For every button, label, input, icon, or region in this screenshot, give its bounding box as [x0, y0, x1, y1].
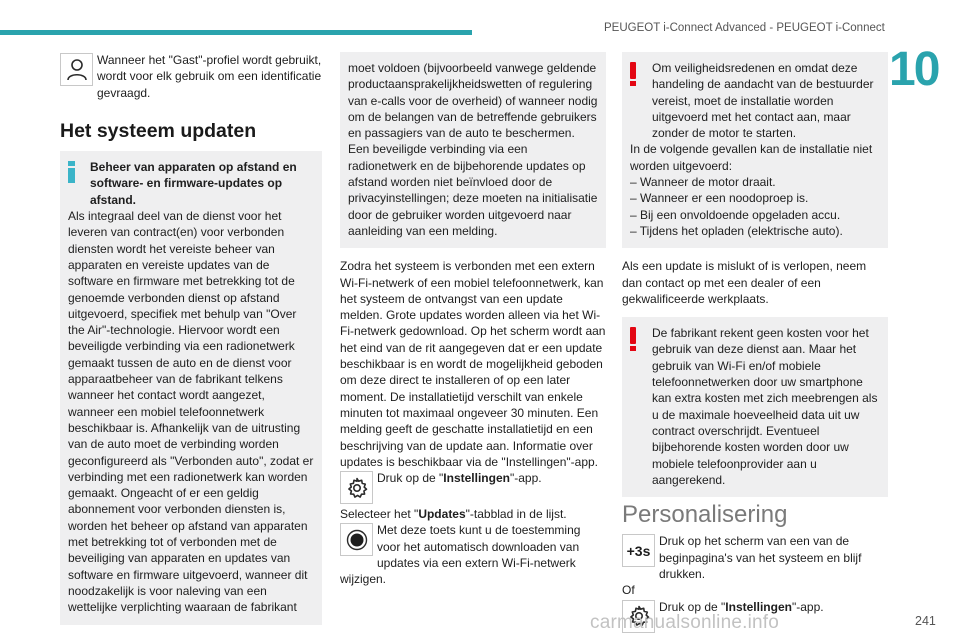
chapter-number: 10 — [889, 43, 939, 96]
page-number: 241 — [915, 614, 936, 628]
running-header: PEUGEOT i-Connect Advanced - PEUGEOT i-Connect — [604, 22, 885, 34]
warning-box-costs-lead — [630, 325, 880, 488]
info-icon — [68, 161, 75, 183]
settings-step-2-pre: Druk op de " — [659, 599, 726, 614]
header-accent-bar — [0, 30, 472, 35]
settings-step-bold: Instellingen — [443, 471, 510, 486]
watermark: carmanualsonline.info — [590, 612, 780, 633]
info-box — [60, 151, 322, 624]
column-1 — [60, 52, 322, 635]
warning-list-item-1: – Wanneer de motor draait. — [630, 175, 776, 190]
column-2 — [340, 52, 606, 588]
updates-tab-step — [340, 506, 606, 522]
updates-step-pre: Selecteer het " — [340, 507, 419, 522]
warning-box-intro: In de volgende gevallen kan de installatie niet worden uitgevoerd: — [630, 142, 873, 173]
info-box-title: Beheer van apparaten op afstand en software- en firmware-updates op afstand. — [90, 160, 297, 207]
guest-profile-text: Wanneer het "Gast"-profiel wordt gebruikt, wordt voor elk gebruik om een identificatie gevraagd. — [97, 53, 322, 100]
toggle-step-text: Met deze toets kunt u de toestemming voor het automatisch downloaden van updates via een extern Wi-Fi-netwerk wijzigen. — [340, 523, 581, 587]
update-body-text: Zodra het systeem is verbonden met een extern Wi-Fi-netwerk of een mobiel telefoonnetwerk, kan het systeem de ontvangst van een update melden. Grote updates worden alleen via het Wi-Fi-netwerk gedownload. Op het scherm wordt aan het eind van de rit aangegeven dat er een update beschikbaar is en wordt de mogelijkheid geboden om deze direct te installeren of op een later moment. De installatietijd verschilt van enkele minuten tot maximaal ongeveer 30 minuten. Een melding geeft de geschatte installatietijd en een beschrijving van de update aan. Informatie over updates is beschikbaar via de "Instellingen"-app. — [340, 259, 606, 469]
warning-box-installation — [622, 52, 888, 248]
guest-profile-note — [60, 52, 322, 101]
warning-box-costs — [622, 317, 888, 497]
settings-step — [340, 470, 606, 486]
warning-box-text: Om veiligheidsredenen en omdat deze handeling de aandacht van de bestuurder vereist, moet de installatie worden uitgevoerd met het contact aan, maar zonder de motor te starten. — [652, 61, 874, 141]
warning-icon — [630, 327, 636, 351]
toggle-icon — [340, 523, 373, 556]
section-title-personalisation: Personalisering — [622, 501, 788, 529]
warning-box-lead — [630, 60, 880, 141]
settings-step-post: "-app. — [509, 471, 542, 486]
info-box-lead — [68, 159, 314, 208]
warning-box-costs-text: De fabrikant rekent geen kosten voor het gebruik van deze dienst aan. Maar het gebruik van Wi-Fi en/of mobiele telefoonnetwerken door uw smartphone kan extra kosten met zich meebrengen als u de maximale hoeveelheid data uit uw contract overschrijdt. Eventueel bijbehorende kosten worden door uw mobiele telefoonprovider aan u aangerekend. — [652, 326, 878, 487]
update-failed-text: Als een update is mislukt of is verlopen, neem dan contact op met een dealer of een gekwalificeerde werkplaats. — [622, 259, 867, 306]
settings-step-2-post: "-app. — [791, 599, 824, 614]
warning-icon — [630, 62, 636, 86]
section-title-update: Het systeem updaten — [60, 119, 257, 142]
warning-list-item-3: – Bij een onvoldoende opgeladen accu. — [630, 207, 841, 222]
press-3s-icon: +3s — [622, 534, 655, 567]
column-3 — [622, 52, 888, 635]
updates-step-bold: Updates — [418, 507, 466, 522]
settings-step-2-bold: Instellingen — [725, 599, 792, 614]
press-screen-text: Druk op het scherm van een van de beginpagina's van het systeem en blijf drukken. — [659, 534, 862, 582]
warning-list-item-2: – Wanneer er een noodoproep is. — [630, 191, 809, 206]
or-text: Of — [622, 583, 635, 598]
press-screen-step — [622, 533, 888, 582]
info-box-continued: moet voldoen (bijvoorbeeld vanwege geldende productaansprakelijkheidswetten of regulering van e-calls voor de overheid) of wanneer nodig om de belangen van de betreffende gebruikers en passagiers van de auto te beschermen. Een beveiligde verbinding via een radionetwerk en de bijbehorende updates op afstand worden niet beïnvloed door de privacyinstellingen; deze moeten na initialisatie door de gebruiker worden uitgevoerd naar aanleiding van een melding. — [340, 52, 606, 248]
settings-step-pre: Druk op de " — [377, 471, 444, 486]
warning-list-item-4: – Tijdens het opladen (elektrische auto). — [630, 223, 843, 238]
info-box-body: Als integraal deel van de dienst voor het leveren van contract(en) voor verbonden diensten wordt het vereiste beheer van apparaten en vereiste updates van de software en firmware met betrekking tot de genoemde verbonden dienst op afstand uitgevoerd, specifiek met behulp van "Over the Air"-technologie. Hiervoor wordt een beveiligde verbinding via een radionetwerk gemaakt tussen de auto en de dienst voor apparaatbeheer van de fabrikant telkens wanneer het contact wordt aangezet, wanneer een mobiel telefoonnetwerk beschikbaar is. Afhankelijk van de uitrusting van de auto moet de verbinding worden geconfigureerd als "Verbonden auto", zodat er verbinding met een radionetwerk kan worden gemaakt. Ongeacht of er een geldig abonnement voor verbonden diensten is, worden het beheer op afstand van apparaten met betrekking tot of verbonden met de beveiliging van apparaten en updates van software en firmware uitgevoerd, wanneer dit noodzakelijk is voor naleving van een wettelijke verplichting waaraan de fabrikant — [68, 209, 314, 615]
gear-icon — [340, 471, 373, 504]
updates-step-post: "-tabblad in de lijst. — [465, 507, 567, 522]
person-icon — [60, 53, 93, 86]
toggle-step — [340, 522, 606, 587]
